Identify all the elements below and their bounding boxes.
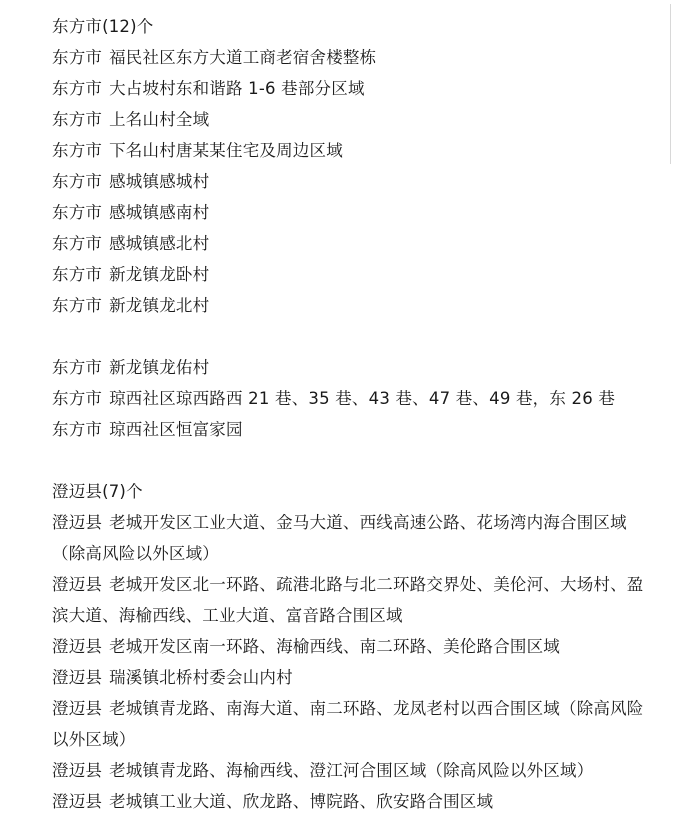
city-name: 东方市	[52, 172, 103, 191]
place-text: 感城镇感北村	[109, 234, 210, 253]
city-name: 澄迈县	[52, 668, 103, 687]
place-text: 新龙镇龙佑村	[109, 358, 210, 377]
list-item	[52, 693, 652, 755]
place-text: 下名山村唐某某住宅及周边区域	[109, 141, 343, 160]
list-item	[52, 662, 652, 693]
place-text: 老城镇工业大道、欣龙路、博院路、欣安路合围区域	[109, 792, 494, 811]
place-text: 瑞溪镇北桥村委会山内村	[109, 668, 293, 687]
place-text: 老城开发区北一环路、疏港北路与北二环路交界处、美伦河、大场村、盈滨大道、海榆西线、工业大道、富音路合围区域	[52, 575, 644, 625]
place-text: 上名山村全域	[109, 110, 210, 129]
list-item	[52, 290, 652, 321]
list-item	[52, 786, 652, 817]
scrollbar-edge	[670, 4, 671, 164]
city-name: 澄迈县	[52, 513, 103, 532]
place-text: 老城镇青龙路、海榆西线、澄江河合围区域（除高风险以外区域）	[109, 761, 594, 780]
city-name: 东方市	[52, 265, 103, 284]
place-text: 感城镇感城村	[109, 172, 210, 191]
list-item	[52, 259, 652, 290]
place-text: 新龙镇龙北村	[109, 296, 210, 315]
city-name: 东方市	[52, 203, 103, 222]
city-name: 东方市	[52, 79, 103, 98]
list-item	[52, 166, 652, 197]
list-item	[52, 507, 652, 569]
city-name: 澄迈县	[52, 637, 103, 656]
place-text: 琼西社区琼西路西 21 巷、35 巷、43 巷、47 巷、49 巷，东 26 巷	[109, 389, 616, 408]
city-name: 东方市	[52, 358, 103, 377]
list-item	[52, 135, 652, 166]
list-item	[52, 228, 652, 259]
list-item	[52, 631, 652, 662]
city-name: 澄迈县	[52, 792, 103, 811]
list-item	[52, 755, 652, 786]
list-item	[52, 197, 652, 228]
city-name: 东方市	[52, 48, 103, 67]
blank-line	[52, 445, 652, 476]
document-body	[52, 11, 652, 817]
blank-line	[52, 321, 652, 352]
place-text: 老城开发区南一环路、海榆西线、南二环路、美伦路合围区域	[109, 637, 561, 656]
city-name: 澄迈县	[52, 699, 103, 718]
place-text: 老城开发区工业大道、金马大道、西线高速公路、花场湾内海合围区域（除高风险以外区域）	[52, 513, 627, 563]
place-text: 感城镇感南村	[109, 203, 210, 222]
city-name: 澄迈县	[52, 761, 103, 780]
list-item	[52, 569, 652, 631]
list-item	[52, 73, 652, 104]
list-item	[52, 352, 652, 383]
place-text: 新龙镇龙卧村	[109, 265, 210, 284]
city-name: 东方市	[52, 141, 103, 160]
place-text: 大占坡村东和谐路 1-6 巷部分区域	[109, 79, 365, 98]
list-item	[52, 42, 652, 73]
city-name: 东方市	[52, 110, 103, 129]
city-name: 东方市	[52, 234, 103, 253]
city-name: 澄迈县	[52, 575, 103, 594]
city-name: 东方市	[52, 296, 103, 315]
city-name: 东方市	[52, 420, 103, 439]
city-name: 东方市	[52, 389, 103, 408]
list-item	[52, 383, 652, 414]
place-text: 福民社区东方大道工商老宿舍楼整栋	[109, 48, 377, 67]
section-heading-dongfang: 东方市(12)个	[52, 17, 154, 36]
place-text: 琼西社区恒富家园	[109, 420, 243, 439]
list-item	[52, 414, 652, 445]
list-item	[52, 104, 652, 135]
place-text: 老城镇青龙路、南海大道、南二环路、龙凤老村以西合围区域（除高风险以外区域）	[52, 699, 644, 749]
section-heading-chengmai: 澄迈县(7)个	[52, 482, 143, 501]
